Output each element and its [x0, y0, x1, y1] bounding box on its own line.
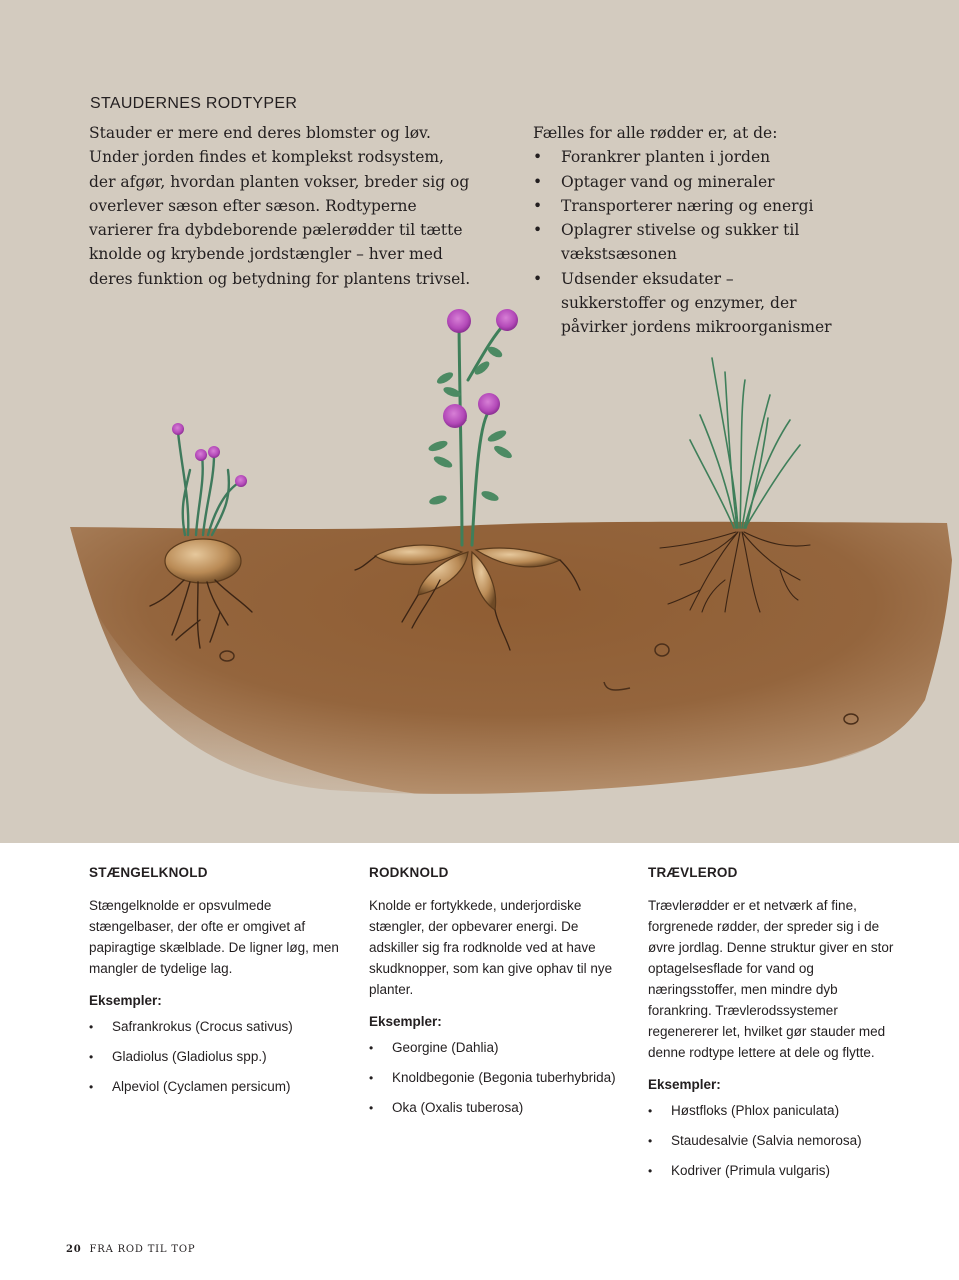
common-functions-block	[533, 121, 843, 340]
column-description: Stængelknolde er opsvulmede stængelbaser, der ofte er omgivet af papiragtige skælblade. De ligner løg, men mangler de tydelige lag.	[89, 898, 339, 976]
list-item: • Forankrer planten i jorden	[533, 145, 843, 169]
column-staengelknold	[89, 865, 339, 1107]
column-title: STÆNGELKNOLD	[89, 865, 208, 880]
column-description: Knolde er fortykkede, underjordiske stængler, der opbevarer energi. De adskiller sig fra rodknolde ved at have skudknopper, som kan give ophav til nye planter.	[369, 898, 613, 997]
list-item: • Udsender eksudater – sukkerstoffer og enzymer, der påvirker jordens mikroorganismer	[533, 267, 843, 340]
common-functions-list	[533, 145, 843, 339]
column-title: TRÆVLEROD	[648, 865, 738, 880]
list-item: • Knoldbegonie (Begonia tuberhybrida)	[369, 1068, 619, 1088]
column-rodknold	[369, 865, 619, 1128]
common-functions-lead: Fælles for alle rødder er, at de:	[533, 124, 778, 142]
examples-label: Eksempler:	[648, 1077, 721, 1092]
column-description: Trævlerødder er et netværk af fine, forgrenede rødder, der spreder sig i de øvre jordlag. Denne struktur giver en stor optagelsesflade for vand og næringsstoffer, men mindre dyb forankring. Trævlerodssystemer regenererer let, hvilket gør stauder med denne rodtype lettere at dele og flytte.	[648, 898, 894, 1060]
examples-label: Eksempler:	[89, 993, 162, 1008]
list-item: • Alpeviol (Cyclamen persicum)	[89, 1077, 339, 1097]
list-item: • Høstfloks (Phlox paniculata)	[648, 1101, 900, 1121]
list-item: • Optager vand og mineraler	[533, 170, 843, 194]
page-number: 20	[66, 1244, 82, 1255]
publication-title: FRA ROD TIL TOP	[89, 1244, 196, 1255]
list-item: • Georgine (Dahlia)	[369, 1038, 619, 1058]
page-title: STAUDERNES RODTYPER	[90, 95, 298, 112]
list-item: • Gladiolus (Gladiolus spp.)	[89, 1047, 339, 1067]
list-item: • Kodriver (Primula vulgaris)	[648, 1161, 900, 1181]
column-traevlerod	[648, 865, 900, 1191]
examples-list	[369, 1038, 619, 1118]
examples-list	[648, 1101, 900, 1181]
list-item: • Staudesalvie (Salvia nemorosa)	[648, 1131, 900, 1151]
list-item: • Oplagrer stivelse og sukker til vækstsæsonen	[533, 218, 843, 267]
list-item: • Safrankrokus (Crocus sativus)	[89, 1017, 339, 1037]
list-item: • Oka (Oxalis tuberosa)	[369, 1098, 619, 1118]
list-item: • Transporterer næring og energi	[533, 194, 843, 218]
examples-label: Eksempler:	[369, 1014, 442, 1029]
intro-paragraph: Stauder er mere end deres blomster og løv. Under jorden findes et komplekst rodsystem, der afgør, hvordan planten vokser, breder sig og overlever sæson efter sæson. Rodtyperne varierer fra dybdeborende pælerødder til tætte knolde og krybende jordstængler – hver med deres funktion og betydning for plantens trivsel.	[89, 124, 471, 288]
page-footer	[66, 1244, 195, 1255]
examples-list	[89, 1017, 339, 1097]
column-title: RODKNOLD	[369, 865, 449, 880]
